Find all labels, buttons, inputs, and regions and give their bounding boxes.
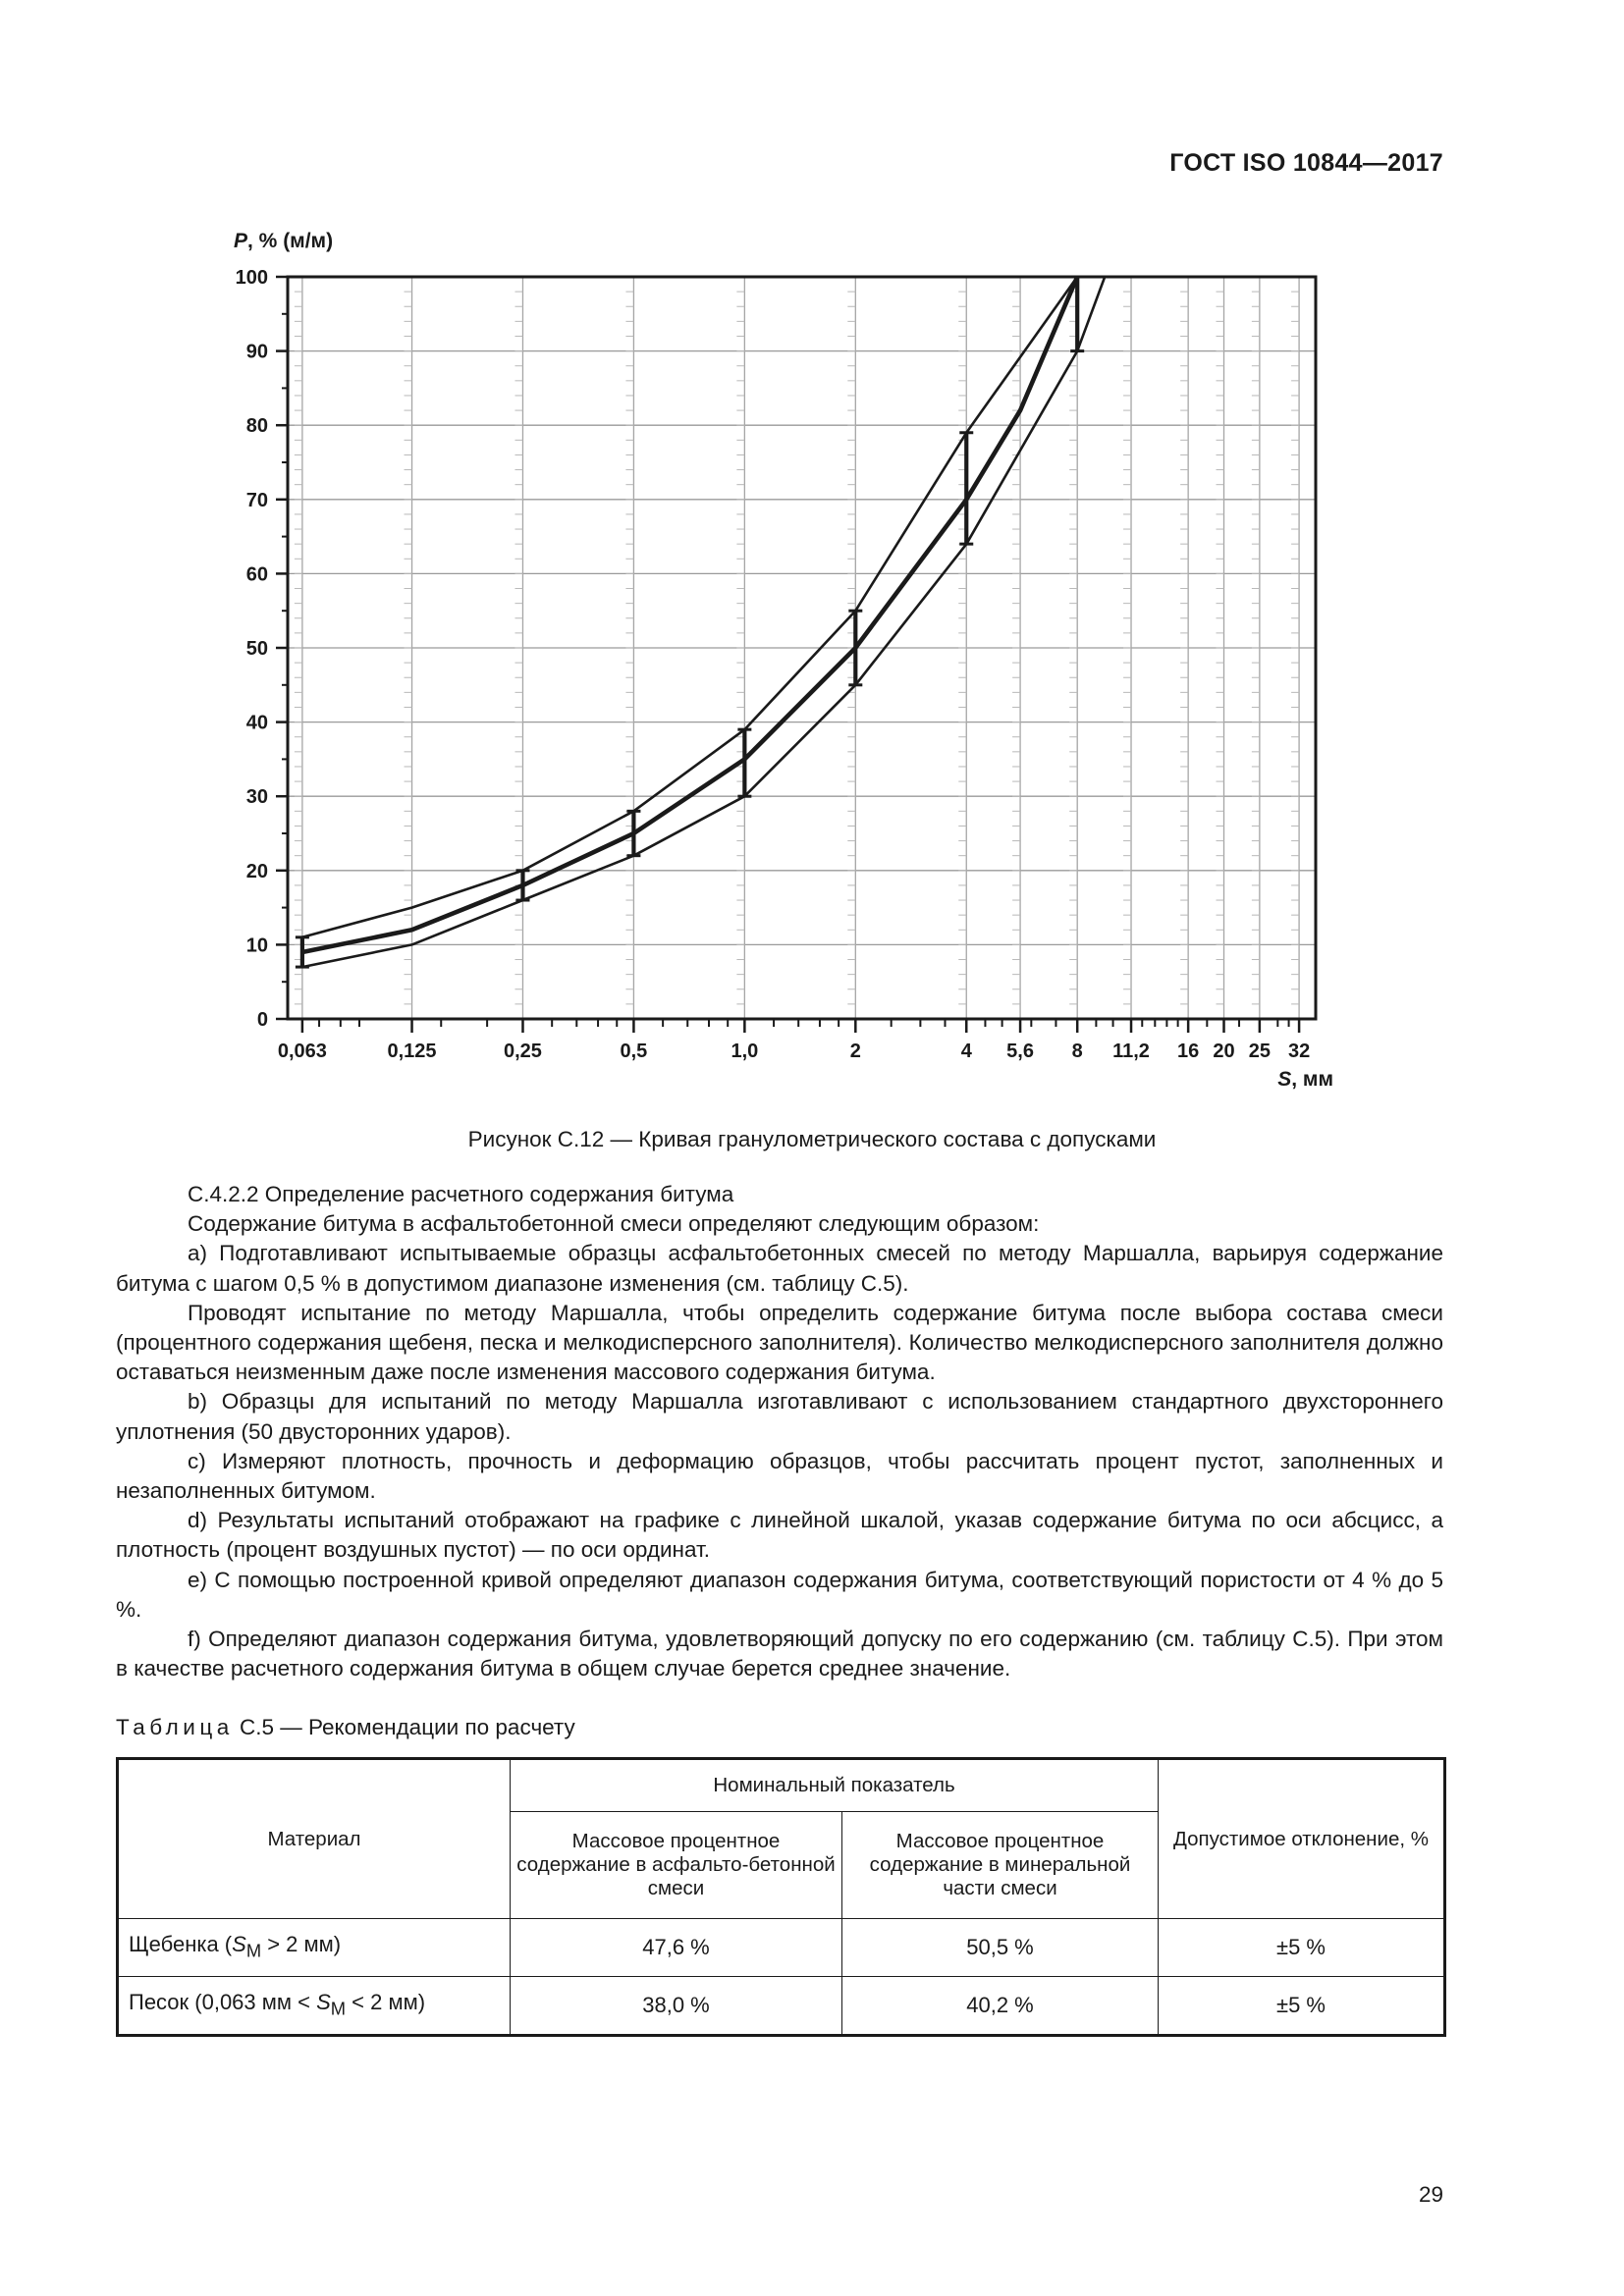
paragraph: f) Определяют диапазон содержания битума, удовлетворяющий допуску по его содержанию (см. таблицу С.5). При этом в качестве расчетного содержания битума в общем случае берется среднее значение.: [116, 1627, 1443, 1682]
asphalt-value-cell: 47,6 %: [511, 1919, 842, 1977]
y-tick-label: 90: [245, 341, 268, 363]
paragraph: Проводят испытание по методу Маршалла, чтобы определить содержание битума после выбора состава смеси (процентного содержания щебеня, песка и мелкодисперсного заполнителя). Количество мелкодисперсного заполнителя должно оставаться неизменным даже после изменения массового содержания битума.: [116, 1300, 1443, 1385]
recommendations-table: [116, 1757, 1446, 2037]
figure-caption: Рисунок С.12 — Кривая гранулометрического состава с допусками: [467, 1127, 1157, 1151]
paragraph: c) Измеряют плотность, прочность и деформацию образцов, чтобы рассчитать процент пустот, заполненных и незаполненных битумом.: [116, 1448, 1443, 1504]
header-mass-mineral: Массовое процентное содержание в минеральной части смеси: [842, 1812, 1159, 1919]
y-tick-label: 60: [245, 563, 268, 586]
body-text: [116, 1180, 1443, 1683]
header-material: Материал: [118, 1759, 511, 1919]
y-tick-label: 10: [245, 934, 268, 957]
paragraph: Содержание битума в асфальтобетонной смеси определяют следующим образом:: [188, 1211, 1040, 1237]
paragraph: b) Образцы для испытаний по методу Маршалла изготавливают с использованием стандартного двухстороннего уплотнения (50 двусторонних ударов).: [116, 1389, 1443, 1444]
y-tick-label: 0: [256, 1009, 268, 1031]
material-cell: Песок (0,063 мм < $S_M < 2$ мм): [118, 1977, 511, 2036]
x-tick-label: 20: [1213, 1041, 1235, 1062]
mineral-value-cell: 40,2 %: [842, 1977, 1159, 2036]
x-tick-label: 25: [1248, 1041, 1271, 1062]
chart-grid: [288, 277, 1316, 1019]
table-title-lead: Таблица: [116, 1715, 234, 1739]
tolerance-cell: ±5 %: [1159, 1977, 1445, 2036]
x-axis-unit: , мм: [1291, 1068, 1333, 1091]
x-tick-label: 0,125: [387, 1041, 437, 1062]
y-tick-label: 80: [245, 415, 268, 438]
x-tick-label: 5,6: [1006, 1041, 1034, 1062]
x-axis-symbol: S: [1277, 1068, 1292, 1091]
y-tick-label: 40: [245, 712, 268, 734]
x-tick-label: 8: [1071, 1041, 1083, 1062]
y-tick-label: 50: [245, 638, 268, 660]
y-tick-label: 30: [245, 786, 268, 809]
table-title-text: С.5 — Рекомендации по расчету: [233, 1715, 575, 1739]
x-tick-label: 32: [1287, 1041, 1311, 1062]
section-heading: С.4.2.2 Определение расчетного содержания битума: [188, 1182, 734, 1206]
y-axis-unit: , % (м/м): [247, 230, 334, 252]
page-number: 29: [1418, 2182, 1443, 2207]
y-tick-label: 20: [245, 860, 268, 882]
tolerance-cell: ±5 %: [1159, 1919, 1445, 1977]
chart-series: [296, 216, 1105, 967]
y-axis-symbol: P: [234, 230, 248, 252]
material-cell: Щебенка ($S_M > 2$ мм): [118, 1919, 511, 1977]
x-tick-label: 1,0: [731, 1041, 759, 1062]
x-tick-label: 0,063: [277, 1041, 327, 1062]
y-tick-label: 70: [245, 489, 268, 511]
x-tick-label: 16: [1177, 1041, 1200, 1062]
grading-curve-chart: [196, 216, 1375, 1119]
header-mass-asphalt: Массовое процентное содержание в асфальто-бетонной смеси: [511, 1812, 842, 1919]
header-nominal: Номинальный показатель: [511, 1759, 1159, 1812]
asphalt-value-cell: 38,0 %: [511, 1977, 842, 2036]
paragraph: а) Подготавливают испытываемые образцы асфальтобетонных смесей по методу Маршалла, варьируя содержание битума с шагом 0,5 % в допустимом диапазоне изменения (см. таблицу С.5).: [116, 1241, 1443, 1296]
curve-target: [302, 277, 1077, 952]
y-tick-label: 100: [235, 267, 268, 289]
document-code: ГОСТ ISO 10844—2017: [1169, 149, 1443, 177]
x-tick-label: 0,25: [504, 1041, 542, 1062]
chart-axes: [234, 230, 1333, 1091]
y-axis-title: [234, 230, 333, 252]
curve-upper-limit: [302, 216, 1100, 937]
paragraph: d) Результаты испытаний отображают на графике с линейной шкалой, указав содержание битума по оси абсцисс, а плотность (процент воздушных пустот) — по оси ординат.: [116, 1508, 1443, 1563]
table-title: [116, 1715, 575, 1740]
mineral-value-cell: 50,5 %: [842, 1919, 1159, 1977]
x-tick-label: 0,5: [620, 1041, 648, 1062]
x-tick-label: 2: [849, 1041, 861, 1062]
header-tolerance: Допустимое отклонение, %: [1159, 1759, 1445, 1919]
x-axis-title: [1277, 1068, 1333, 1091]
x-tick-label: 11,2: [1112, 1041, 1150, 1062]
paragraph: e) С помощью построенной кривой определяют диапазон содержания битума, соответствующий пористости от 4 % до 5 %.: [116, 1567, 1443, 1622]
table-row: [118, 1977, 1445, 2036]
table-row: [118, 1919, 1445, 1977]
curve-lower-limit: [302, 277, 1105, 967]
x-tick-label: 4: [960, 1041, 972, 1062]
